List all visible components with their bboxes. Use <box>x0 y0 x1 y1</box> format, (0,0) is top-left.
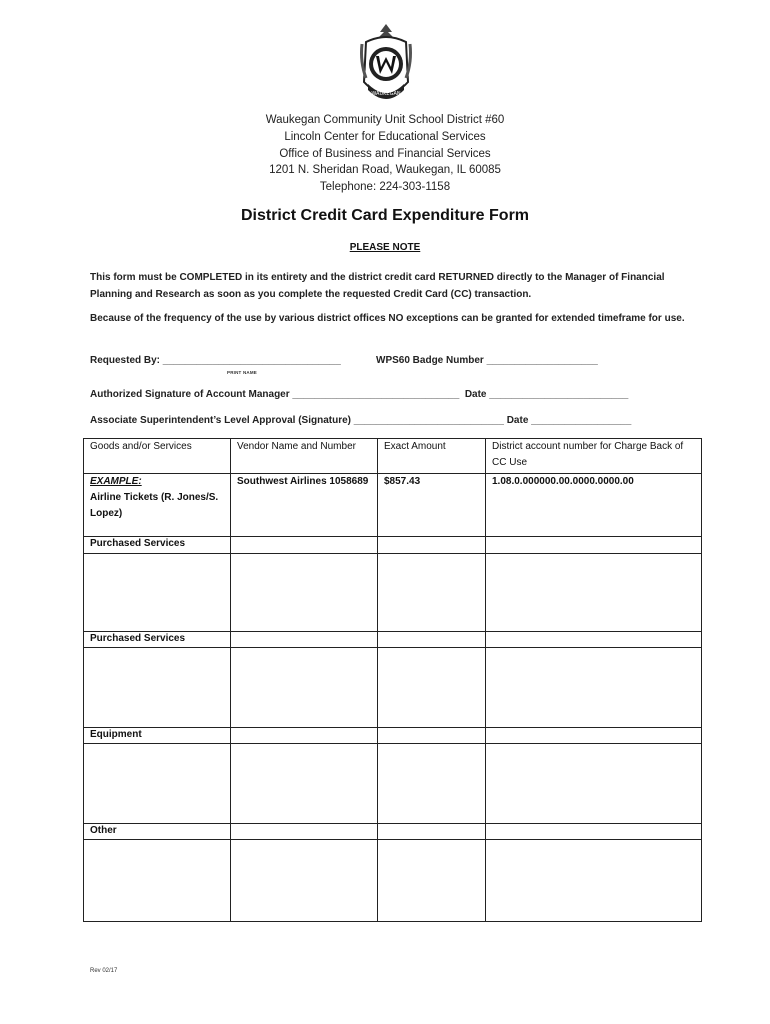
section-label-other[interactable] <box>84 824 231 922</box>
entry-cell[interactable] <box>378 824 486 922</box>
entry-cell[interactable] <box>378 632 486 728</box>
exceptions-paragraph: Because of the frequency of the use by various district offices NO exceptions can be granted for extended timeframe for use. <box>90 313 685 324</box>
example-vendor: Southwest Airlines 1058689 <box>231 474 378 537</box>
expenditure-table <box>83 438 702 922</box>
letterhead <box>0 112 770 196</box>
cell-divider <box>486 824 701 840</box>
empty-cell[interactable] <box>486 537 702 554</box>
office-name: Office of Business and Financial Services <box>279 147 491 160</box>
section-label-text: Other <box>84 824 230 840</box>
cell-divider <box>486 632 701 648</box>
entry-cell[interactable] <box>231 632 378 728</box>
section-label-purchased-services: Purchased Services <box>84 537 231 554</box>
form-title: District Credit Card Expenditure Form <box>240 207 530 224</box>
example-account: 1.08.0.000000.00.0000.0000.00 <box>486 474 702 537</box>
entry-row <box>84 554 702 632</box>
example-row <box>84 474 702 537</box>
cell-divider <box>486 728 701 744</box>
section-label-purchased-services-2[interactable] <box>84 632 231 728</box>
cell-divider <box>378 728 485 744</box>
associate-approval-field[interactable]: Associate Superintendent’s Level Approval (Signature) ___________________________ Date __________________ <box>90 415 632 426</box>
col-header-goods: Goods and/or Services <box>84 439 231 474</box>
example-amount: $857.43 <box>378 474 486 537</box>
entry-cell[interactable] <box>84 554 231 632</box>
section-row <box>84 824 702 922</box>
example-goods-cell <box>84 474 231 537</box>
section-label-text: Purchased Services <box>84 632 230 648</box>
table-header-row <box>84 439 702 474</box>
please-note: PLEASE NOTE <box>349 242 421 253</box>
section-label-equipment[interactable] <box>84 728 231 824</box>
cell-divider <box>231 824 377 840</box>
entry-cell[interactable] <box>378 554 486 632</box>
print-name-label: PRINT NAME <box>227 370 257 375</box>
center-name: Lincoln Center for Educational Services <box>284 130 486 143</box>
example-label: EXAMPLE: <box>90 476 142 487</box>
example-item: Airline Tickets (R. Jones/S. Lopez) <box>90 492 219 519</box>
entry-cell[interactable] <box>486 728 702 824</box>
col-header-account: District account number for Charge Back of CC Use <box>486 439 702 474</box>
section-row <box>84 537 702 554</box>
badge-number-field[interactable]: WPS60 Badge Number ____________________ <box>376 355 598 366</box>
cell-divider <box>231 728 377 744</box>
col-header-amount: Exact Amount <box>378 439 486 474</box>
telephone: Telephone: 224-303-1158 <box>319 181 451 194</box>
logo-text: WAUKEGAN <box>371 91 401 97</box>
section-row <box>84 632 702 728</box>
entry-cell[interactable] <box>231 824 378 922</box>
cell-divider <box>231 632 377 648</box>
section-row <box>84 728 702 824</box>
section-label-text: Equipment <box>84 728 230 744</box>
instructions-paragraph: This form must be COMPLETED in its entirety and the district credit card RETURNED directly to the Manager of Financial Planning and Research as soon as you complete the requested Credit Card (CC) transaction. <box>90 272 665 300</box>
cell-divider <box>378 632 485 648</box>
entry-cell[interactable] <box>378 728 486 824</box>
entry-cell[interactable] <box>231 554 378 632</box>
empty-cell[interactable] <box>231 537 378 554</box>
requested-by-field[interactable]: Requested By: ________________________________ <box>90 355 341 366</box>
address: 1201 N. Sheridan Road, Waukegan, IL 60085 <box>269 164 501 177</box>
authorized-signature-field[interactable]: Authorized Signature of Account Manager ______________________________ Date _________________________ <box>90 389 629 400</box>
entry-cell[interactable] <box>231 728 378 824</box>
district-crest-icon <box>358 22 414 108</box>
col-header-vendor: Vendor Name and Number <box>231 439 378 474</box>
entry-cell[interactable] <box>486 632 702 728</box>
cell-divider <box>378 824 485 840</box>
entry-cell[interactable] <box>486 554 702 632</box>
entry-cell[interactable] <box>486 824 702 922</box>
empty-cell[interactable] <box>378 537 486 554</box>
district-name: Waukegan Community Unit School District #60 <box>265 114 505 126</box>
revision-label: Rev 02/17 <box>90 968 118 974</box>
